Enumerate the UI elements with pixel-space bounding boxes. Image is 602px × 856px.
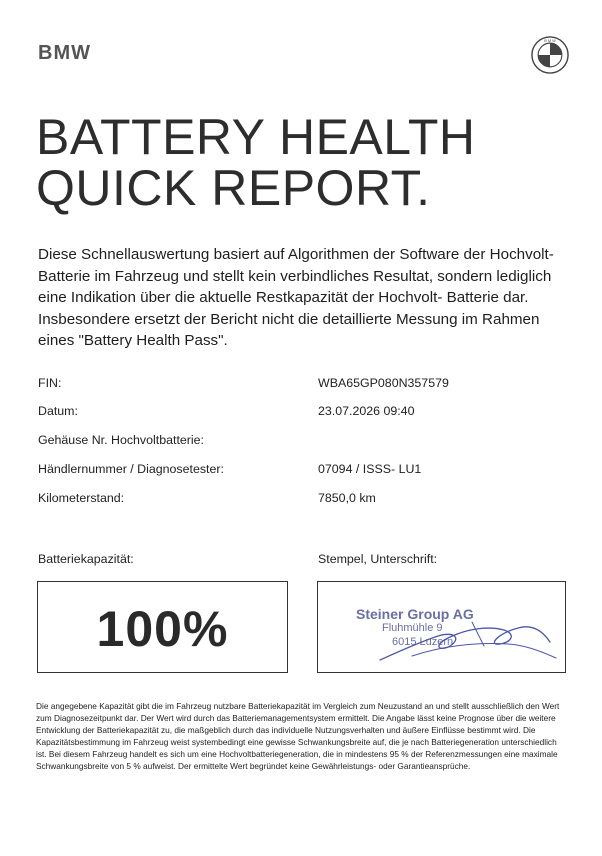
date-label: Datum:: [38, 404, 78, 418]
brand-wordmark: BMW: [38, 42, 91, 64]
stamp-company: Steiner Group AG: [356, 606, 474, 622]
fin-label: FIN:: [38, 376, 62, 390]
stamp-label: Stempel, Unterschrift:: [318, 552, 438, 566]
disclaimer-text: Die angegebene Kapazität gibt die im Fahrzeug nutzbare Batteriekapazität im Vergleich zum Neuzustand an und stellt ausschließlich den Wert zum Diagnosezeitpunkt dar. Der Wert wird durch das Batteriemanagementsystem ermittelt. Die Angabe lässt keine Prognose über die weitere Entwicklung der Batteriekapazität zu, die maßgeblich durch das individuelle Nutzungsverhalten und äußere Einflüsse bestimmt wird. Die Kapazitätsbestimmung im Fahrzeug weist systembedingt eine gewisse Schwankungsbreite auf, die je nach Batteriegeneration unterschiedlich ist. Bei diesem Fahrzeug handelt es sich um eine Hochvoltbatteriegeneration, die in mindestens 95 % der Referenzmessungen eine maximale Schwankungsbreite von 5 % aufweist. Der ermittelte Wert begründet keine Gewährleistungs- oder Garantieansprüche.: [36, 701, 560, 771]
fin-value: WBA65GP080N357579: [318, 376, 449, 390]
dealer-number-label: Händlernummer / Diagnosetester:: [38, 462, 224, 476]
capacity-value: 100%: [96, 601, 229, 657]
mileage-label: Kilometerstand:: [38, 491, 125, 505]
title-line-2: QUICK REPORT.: [36, 160, 431, 216]
stamp-box: [317, 581, 566, 673]
bmw-roundel-icon: [531, 36, 569, 74]
mileage-value: 7850,0 km: [318, 491, 376, 505]
capacity-box: [37, 581, 288, 673]
title-line-1: BATTERY HEALTH: [36, 109, 476, 165]
capacity-label: Batteriekapazität:: [38, 552, 134, 566]
date-value: 23.07.2026 09:40: [318, 404, 415, 418]
stamp-street: Fluhmühle 9: [382, 622, 443, 634]
stamp-city: 6015 Luzern: [392, 636, 454, 648]
dealer-number-value: 07094 / ISSS- LU1: [318, 462, 422, 476]
svg-text:B M W: B M W: [544, 38, 556, 43]
page-title: [36, 109, 476, 216]
handwritten-signature: [372, 616, 562, 666]
intro-paragraph: Diese Schnellauswertung basiert auf Algorithmen der Software der Hochvolt- Batterie im Fahrzeug und stellt kein verbindliches Resultat, sondern lediglich eine Indikation über die aktuelle Restkapazität der Hochvolt- Batterie dar. Insbesondere ersetzt der Bericht nicht die detaillierte Messung im Rahmen eines "Battery Health Pass".: [38, 246, 554, 349]
battery-housing-label: Gehäuse Nr. Hochvoltbatterie:: [38, 433, 204, 447]
